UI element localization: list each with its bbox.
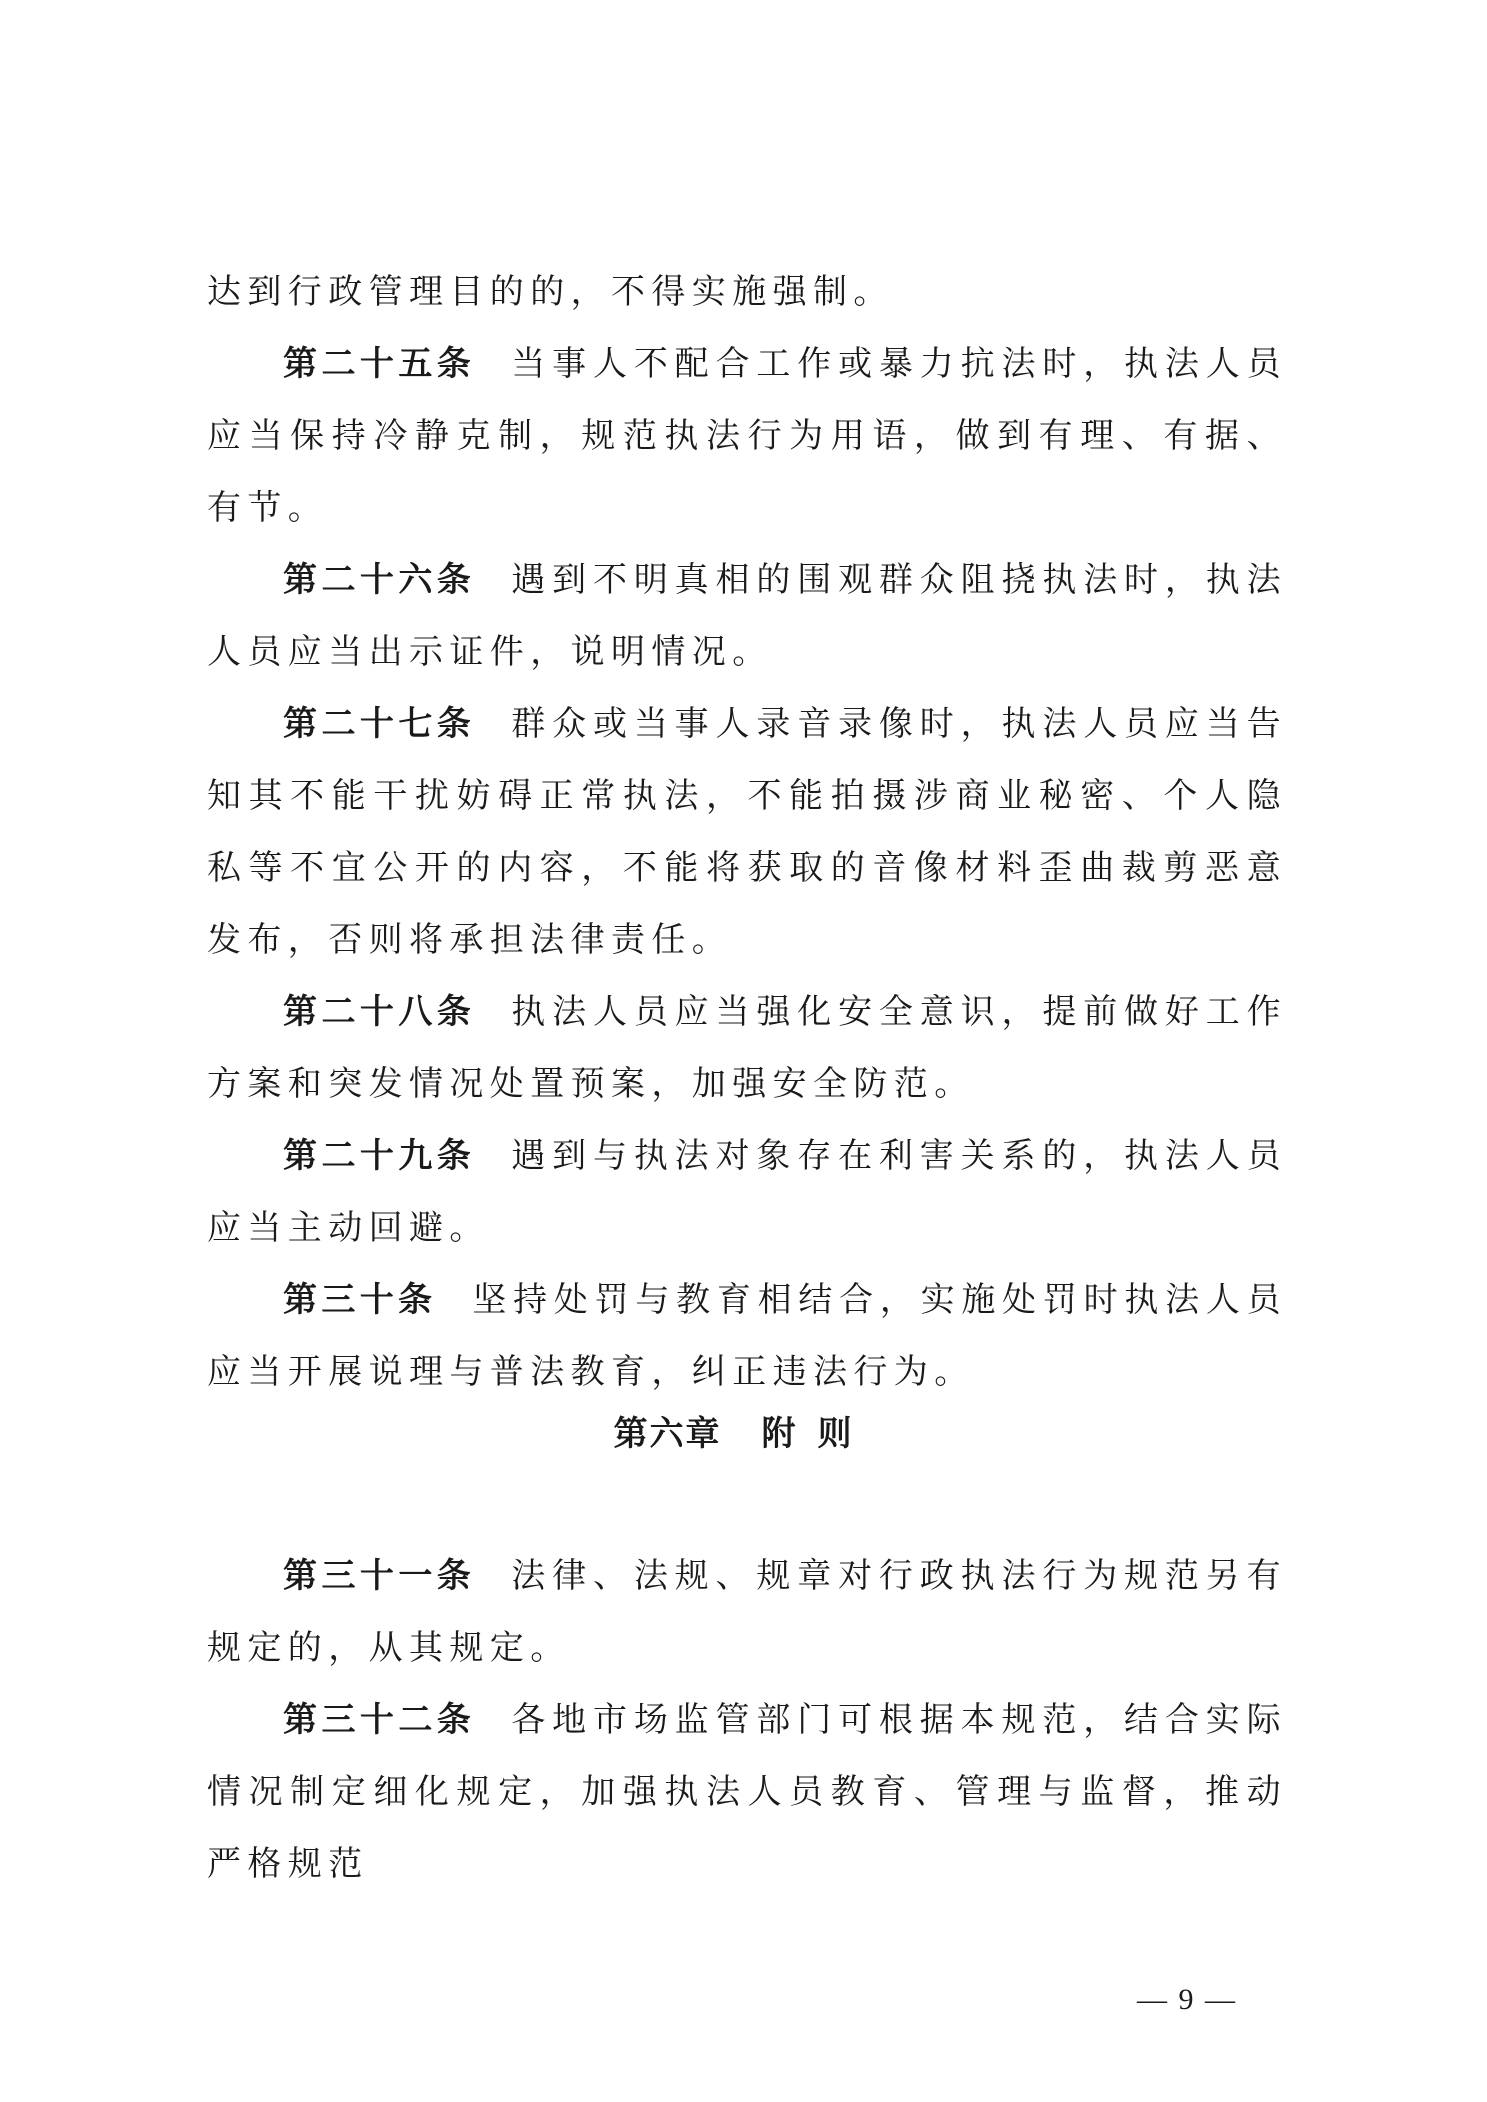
article-text: 当事人不配合工作或暴力抗法时，执法人员应当保持冷静克制，规范执法行为用语，做到有理、有据、有节。: [207, 344, 1287, 528]
text-block-bottom: [207, 1540, 1287, 1900]
article-label: 第二十九条: [283, 1136, 476, 1176]
article-text: 群众或当事人录音录像时，执法人员应当告知其不能干扰妨碍正常执法，不能拍摄涉商业秘密、个人隐私等不宜公开的内容，不能将获取的音像材料歪曲裁剪恶意发布，否则将承担法律责任。: [207, 704, 1287, 960]
chapter-title: 附则: [761, 1414, 874, 1454]
article-32: [207, 1684, 1287, 1900]
article-label: 第三十二条: [283, 1700, 476, 1740]
article-29: [207, 1120, 1287, 1264]
continuation-paragraph: 达到行政管理目的的，不得实施强制。: [207, 272, 894, 312]
article-25: [207, 328, 1287, 544]
article-text: 法律、法规、规章对行政执法行为规范另有规定的，从其规定。: [207, 1556, 1287, 1668]
article-28: [207, 976, 1287, 1120]
page-number: — 9 —: [1137, 1983, 1237, 2016]
article-text: 遇到与执法对象存在利害关系的，执法人员应当主动回避。: [207, 1136, 1287, 1248]
chapter-number: 第六章: [613, 1414, 722, 1454]
article-text: 执法人员应当强化安全意识，提前做好工作方案和突发情况处置预案，加强安全防范。: [207, 992, 1287, 1104]
article-label: 第二十八条: [283, 992, 476, 1032]
article-label: 第二十六条: [283, 560, 476, 600]
article-26: [207, 544, 1287, 688]
article-label: 第二十七条: [283, 704, 476, 744]
article-label: 第三十条: [283, 1280, 437, 1320]
article-text: 遇到不明真相的围观群众阻挠执法时，执法人员应当出示证件，说明情况。: [207, 560, 1287, 672]
article-label: 第二十五条: [283, 344, 476, 384]
article-27: [207, 688, 1287, 976]
article-30: [207, 1264, 1287, 1408]
article-text: 各地市场监管部门可根据本规范，结合实际情况制定细化规定，加强执法人员教育、管理与监督，推动严格规范: [207, 1700, 1287, 1884]
article-31: [207, 1540, 1287, 1684]
chapter-heading: [0, 1410, 1487, 1458]
article-text: 坚持处罚与教育相结合，实施处罚时执法人员应当开展说理与普法教育，纠正违法行为。: [207, 1280, 1288, 1392]
article-label: 第三十一条: [283, 1556, 476, 1596]
text-block-top: [207, 256, 1287, 1408]
